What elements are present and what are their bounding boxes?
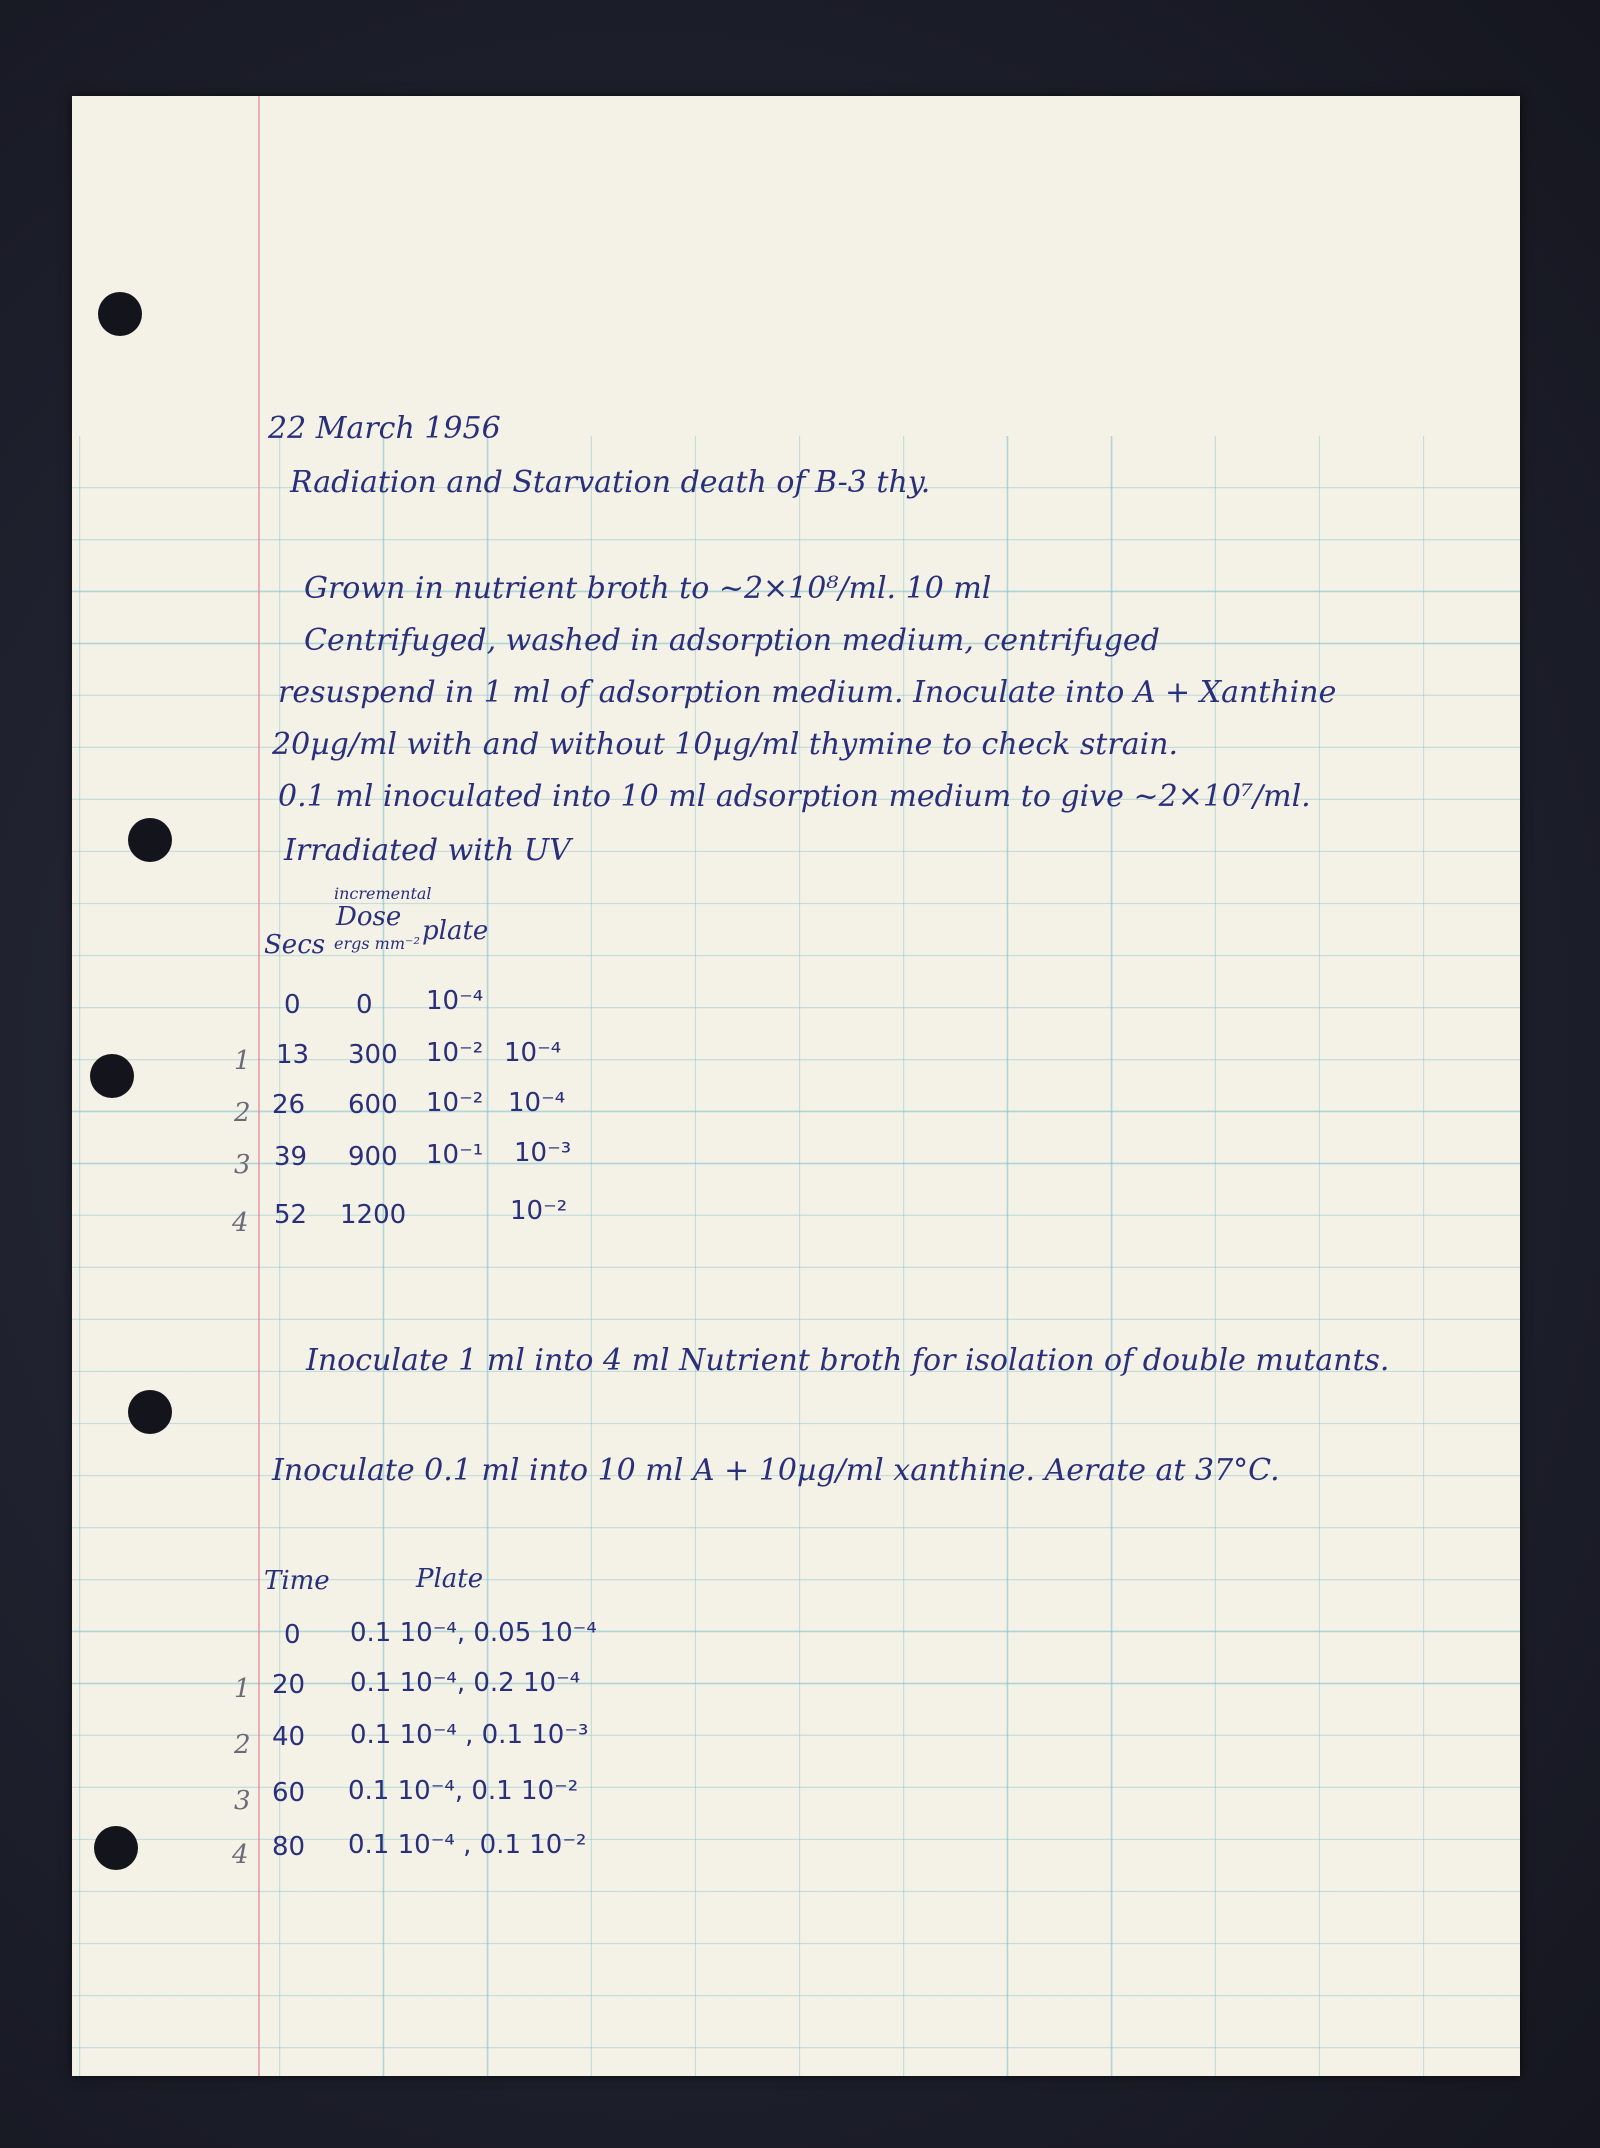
note-line-6: Irradiated with UV bbox=[284, 833, 571, 868]
time-row-3-plate: 0.1 10⁻⁴, 0.1 10⁻² bbox=[348, 1776, 579, 1806]
uv-row-2-tick: 2 bbox=[234, 1098, 251, 1128]
time-row-1-plate: 0.1 10⁻⁴, 0.2 10⁻⁴ bbox=[350, 1668, 581, 1698]
uv-row-3-plate2: 10⁻³ bbox=[514, 1138, 572, 1168]
page-top-margin bbox=[72, 96, 1520, 436]
uv-row-4-plate2: 10⁻² bbox=[510, 1196, 568, 1226]
time-col-time: Time bbox=[264, 1566, 330, 1596]
uv-row-0-plate1: 10⁻⁴ bbox=[426, 986, 484, 1016]
binder-hole bbox=[90, 1054, 134, 1098]
time-row-4-time: 80 bbox=[272, 1832, 306, 1862]
uv-row-3-dose: 900 bbox=[348, 1142, 398, 1172]
uv-row-2-plate2: 10⁻⁴ bbox=[508, 1088, 566, 1118]
uv-row-2-plate1: 10⁻² bbox=[426, 1088, 484, 1118]
inoculate-note-2: Inoculate 0.1 ml into 10 ml A + 10µg/ml xanthine. Aerate at 37°C. bbox=[272, 1453, 1280, 1488]
time-row-4-tick: 4 bbox=[232, 1840, 249, 1870]
entry-date: 22 March 1956 bbox=[268, 411, 501, 446]
note-line-3: resuspend in 1 ml of adsorption medium. Inoculate into A + Xanthine bbox=[278, 675, 1337, 710]
time-row-3-tick: 3 bbox=[234, 1786, 251, 1816]
uv-row-3-plate1: 10⁻¹ bbox=[426, 1140, 484, 1170]
uv-row-1-tick: 1 bbox=[234, 1046, 251, 1076]
uv-col-dose-unit: ergs mm⁻² bbox=[334, 934, 420, 953]
uv-row-4-dose: 1200 bbox=[340, 1200, 407, 1230]
note-line-1: Grown in nutrient broth to ~2×10⁸/ml. 10 ml bbox=[304, 571, 992, 606]
note-line-5: 0.1 ml inoculated into 10 ml adsorption medium to give ~2×10⁷/ml. bbox=[278, 779, 1311, 814]
uv-col-secs: Secs bbox=[264, 930, 326, 960]
uv-row-3-tick: 3 bbox=[234, 1150, 251, 1180]
red-margin-line bbox=[258, 96, 260, 2076]
time-row-1-tick: 1 bbox=[234, 1674, 251, 1704]
uv-row-4-secs: 52 bbox=[274, 1200, 308, 1230]
notebook-page bbox=[72, 96, 1520, 2076]
note-line-2: Centrifuged, washed in adsorption medium, centrifuged bbox=[304, 623, 1160, 658]
time-row-4-plate: 0.1 10⁻⁴ , 0.1 10⁻² bbox=[348, 1830, 587, 1860]
uv-row-2-dose: 600 bbox=[348, 1090, 398, 1120]
time-row-2-plate: 0.1 10⁻⁴ , 0.1 10⁻³ bbox=[350, 1720, 589, 1750]
time-col-plate: Plate bbox=[416, 1564, 484, 1594]
time-row-3-time: 60 bbox=[272, 1778, 306, 1808]
entry-title: Radiation and Starvation death of B-3 thy. bbox=[290, 465, 931, 500]
uv-col-dose-note: incremental bbox=[334, 884, 432, 903]
uv-row-0-dose: 0 bbox=[356, 990, 373, 1020]
time-row-1-time: 20 bbox=[272, 1670, 306, 1700]
binder-hole bbox=[128, 818, 172, 862]
time-row-2-tick: 2 bbox=[234, 1730, 251, 1760]
uv-row-1-secs: 13 bbox=[276, 1040, 310, 1070]
binder-hole bbox=[128, 1390, 172, 1434]
binder-hole bbox=[98, 292, 142, 336]
uv-row-3-secs: 39 bbox=[274, 1142, 308, 1172]
time-row-0-time: 0 bbox=[284, 1620, 301, 1650]
uv-col-plate: plate bbox=[422, 916, 489, 946]
inoculate-note-1: Inoculate 1 ml into 4 ml Nutrient broth for isolation of double mutants. bbox=[306, 1343, 1390, 1378]
uv-row-2-secs: 26 bbox=[272, 1090, 306, 1120]
uv-row-4-tick: 4 bbox=[232, 1208, 249, 1238]
uv-row-1-dose: 300 bbox=[348, 1040, 398, 1070]
note-line-4: 20µg/ml with and without 10µg/ml thymine to check strain. bbox=[272, 727, 1179, 762]
uv-col-dose: Dose bbox=[336, 902, 402, 932]
binder-hole bbox=[94, 1826, 138, 1870]
uv-row-1-plate1: 10⁻² bbox=[426, 1038, 484, 1068]
time-row-2-time: 40 bbox=[272, 1722, 306, 1752]
uv-row-1-plate2: 10⁻⁴ bbox=[504, 1038, 562, 1068]
time-row-0-plate: 0.1 10⁻⁴, 0.05 10⁻⁴ bbox=[350, 1618, 597, 1648]
uv-row-0-secs: 0 bbox=[284, 990, 301, 1020]
